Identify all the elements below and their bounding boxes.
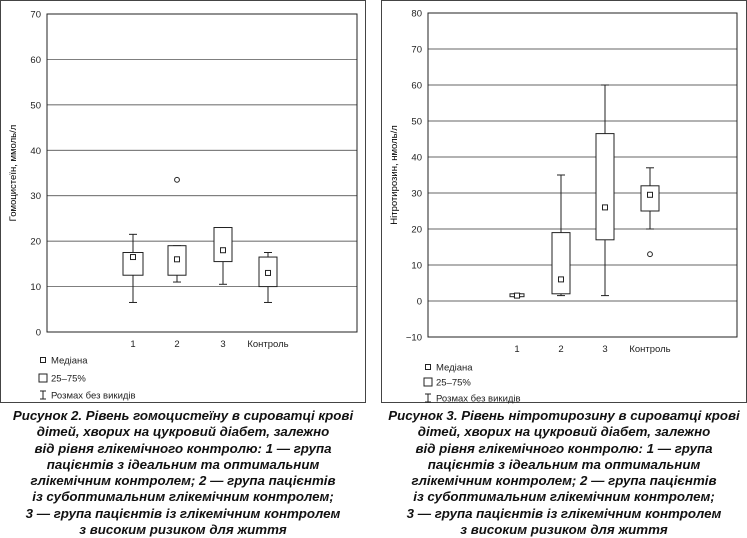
y-tick-label: 60 (30, 54, 41, 66)
box-group (214, 228, 232, 285)
y-tick-label: 70 (30, 9, 41, 21)
caption-line: Рисунок 3. Рівень нітротирозину в сироватці крові (388, 408, 740, 423)
figure-caption-3 (381, 408, 747, 538)
y-tick-label: 30 (30, 191, 41, 203)
y-tick-label: 60 (411, 80, 422, 92)
legend-median-icon (41, 358, 46, 363)
caption-line: з високим ризиком для життя (79, 522, 287, 538)
y-tick-label: 40 (411, 152, 422, 164)
caption-line: 3 — група пацієнтів із глікемічним контролем (406, 505, 722, 521)
median-marker (175, 257, 180, 262)
y-tick-label: 0 (416, 296, 422, 308)
median-marker (221, 248, 226, 253)
chart-panel-homocysteine (0, 0, 366, 403)
caption-line: дітей, хворих на цукровий діабет, залежно (417, 424, 711, 440)
box-group (641, 168, 659, 257)
caption-line: від рівня глікемічного контролю: 1 — група (34, 440, 332, 456)
caption-line: з високим ризиком для життя (460, 522, 668, 538)
caption-line: глікемічним контролем; 2 — група пацієнтів (411, 473, 717, 489)
median-marker (131, 255, 136, 260)
median-marker (515, 293, 520, 298)
y-tick-label: 20 (30, 236, 41, 248)
legend-range-label: Розмах без викидів (51, 390, 136, 402)
y-tick-label: 30 (411, 188, 422, 200)
box-group (510, 293, 524, 298)
y-tick-label: 0 (35, 327, 41, 339)
legend-range-label: Розмах без викидів (436, 393, 521, 404)
x-tick-label: 2 (558, 344, 564, 355)
y-tick-label: 10 (411, 260, 422, 272)
y-tick-label: 80 (411, 8, 422, 20)
iqr-box (641, 186, 659, 211)
plot-frame (428, 13, 737, 337)
y-axis-label: Гомоцистеїн, ммоль/л (8, 124, 19, 222)
caption-line: із субоптимальним глікемічним контролем; (413, 489, 715, 505)
x-tick-label: 3 (602, 344, 608, 355)
outlier-point (175, 177, 180, 182)
median-marker (648, 192, 653, 197)
iqr-box (214, 228, 232, 262)
caption-line: Рисунок 2. Рівень гомоцистеїну в сироватці крові (12, 408, 354, 423)
legend-median-label: Медіана (436, 362, 473, 374)
y-axis-label: Нітротирозин, нмоль/л (389, 125, 400, 225)
legend-median-icon (426, 365, 431, 370)
y-tick-label: 50 (411, 116, 422, 128)
x-tick-label: Контроль (247, 339, 289, 350)
median-marker (559, 277, 564, 282)
chart-panel-nitrotyrosine (381, 0, 747, 403)
caption-line: дітей, хворих на цукровий діабет, залежно (36, 424, 330, 440)
plot-frame (47, 14, 357, 332)
y-tick-label: 40 (30, 145, 41, 157)
box-group (123, 234, 143, 302)
y-tick-label: 20 (411, 224, 422, 236)
y-tick-label: −10 (405, 332, 422, 344)
iqr-box (552, 233, 570, 294)
median-marker (266, 270, 271, 275)
boxplot-homocysteine (1, 1, 367, 404)
caption-line: пацієнтів з ідеальним та оптимальним (427, 456, 701, 472)
legend-iqr-label: 25–75% (436, 377, 471, 389)
box-group (168, 177, 186, 282)
caption-line: глікемічним контролем; 2 — група пацієнтів (30, 473, 336, 489)
box-group (259, 253, 277, 303)
x-tick-label: 3 (220, 339, 226, 350)
figure-caption-2 (0, 408, 366, 538)
boxplot-nitrotyrosine (382, 1, 747, 404)
x-tick-label: Контроль (629, 344, 671, 355)
legend-iqr-icon (39, 374, 47, 382)
iqr-box (596, 134, 614, 240)
caption-line: із субоптимальним глікемічним контролем; (32, 489, 334, 505)
median-marker (603, 205, 608, 210)
outlier-point (648, 252, 653, 257)
y-tick-label: 70 (411, 44, 422, 56)
y-tick-label: 50 (30, 100, 41, 112)
caption-line: від рівня глікемічного контролю: 1 — група (415, 440, 713, 456)
box-group (596, 85, 614, 296)
legend-iqr-icon (424, 378, 432, 386)
x-tick-label: 1 (514, 344, 520, 355)
x-tick-label: 1 (130, 339, 136, 350)
caption-line: 3 — група пацієнтів із глікемічним контролем (25, 505, 341, 521)
y-tick-label: 10 (30, 282, 41, 294)
legend-median-label: Медіана (51, 355, 88, 367)
legend-iqr-label: 25–75% (51, 373, 86, 385)
caption-line: пацієнтів з ідеальним та оптимальним (46, 456, 320, 472)
x-tick-label: 2 (174, 339, 180, 350)
